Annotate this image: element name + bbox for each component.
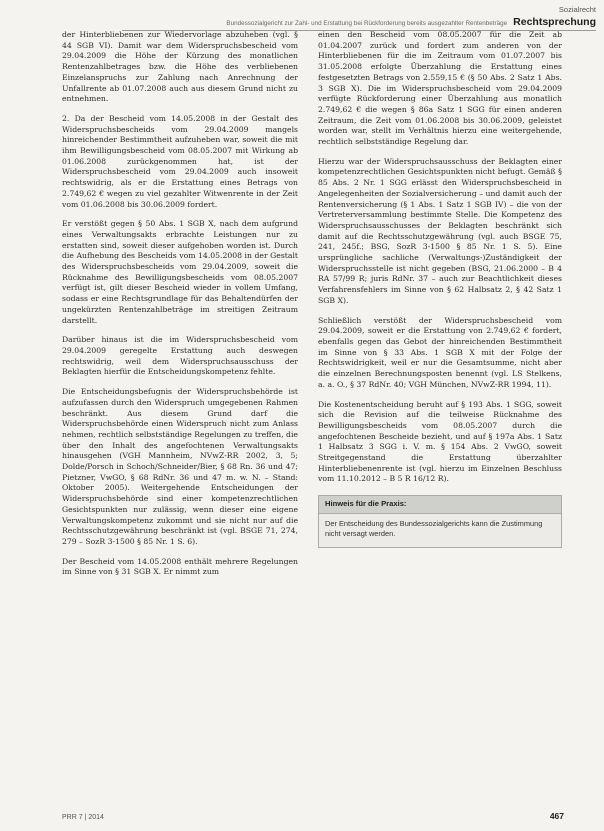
practice-hint-body: Der Entscheidung des Bundessozialgerichts kann die Zustimmung nicht versagt werden. xyxy=(325,518,543,539)
right-column xyxy=(318,30,562,797)
paragraph: einen den Bescheid vom 08.05.2007 für die Zeit ab 01.04.2007 zurück und fordert zum anderen von der Hinterbliebenen für die im Zeitraum vom 01.07.2007 bis 31.05.2008 erfolgte Überzahlung die Erstattung eines festgesetzten Betrags von 2.559,15 € (§ 50 Abs. 2 Satz 1 Abs. 3 SGB X). Die im Widerspruchsbescheid vom 29.04.2009 verfügte Rückforderung einer Überzahlung aus monatlich 2.749,62 € die wegen § 86a Satz 1 SGG für einen anderen Zeitraum, die Zeit vom 01.06.2008 bis 30.06.2009, geleistet worden war, stellt im Verhältnis hierzu eine weitergehende, rechtlich selbstständige Regelung dar. xyxy=(318,30,562,147)
practice-hint-title: Hinweis für die Praxis: xyxy=(319,496,561,514)
paragraph: Der Bescheid vom 14.05.2008 enthält mehrere Regelungen im Sinne von § 31 SGB X. Er nimmt zum xyxy=(62,556,298,577)
paragraph: Die Kostenentscheidung beruht auf § 193 Abs. 1 SGG, soweit sich die Revision auf die teilweise Rücknahme des Bewilligungsbescheids vom 08.05.2007 durch die angefochtenen Bescheide bezieht, und auf § 197a Abs. 1 Satz 1 Halbsatz 3 SGG i. V. m. § 154 Abs. 2 VwGO, soweit Streitgegenstand die Erstattung überzahlter Hinterbliebenenrente ist (vgl. hierzu im Einzelnen Beschluss vom 11.10.2012 – B 5 R 16/12 R). xyxy=(318,399,562,484)
practice-hint-box xyxy=(318,495,562,548)
running-header-title: Rechtsprechung xyxy=(513,16,596,28)
section-label: Sozialrecht xyxy=(558,5,596,14)
paragraph: der Hinterbliebenen zur Wiedervorlage abzuheben (vgl. § 44 SGB VI). Damit war dem Widerspruchsbescheid vom 29.04.2009 die Höhe der Kürzung des monatlichen Rentenzahlbetrages bzw. die Höhe des verbliebenen Einzelanspruchs zur Zahlung nach Anrechnung der Unfallrente ab 01.07.2008 auch aus diesem Grund nicht zu entnehmen. xyxy=(62,30,298,104)
paragraph: Schließlich verstößt der Widerspruchsbescheid vom 29.04.2009, soweit er die Erstattung von 2.749,62 € fordert, ebenfalls gegen das Gebot der hinreichenden Bestimmtheit im Sinne von § 33 Abs. 1 SGB X mit der Folge der Rechtswidrigkeit, weil er nur die Gesamtsumme, nicht aber die einzelnen Berechnungsposten benennt (vgl. LS Stelkens, a. a. O., § 37 RdNr. 40; VGH München, NVwZ-RR 1994, 11). xyxy=(318,315,562,389)
journal-issue: PRR 7 | 2014 xyxy=(62,814,104,821)
running-header-subtitle: Bundessozialgericht zur Zahl- und Erstattung bei Rückforderung bereits ausgezahlter Rentenbeträge xyxy=(226,20,508,27)
page-footer xyxy=(62,811,564,821)
running-header xyxy=(122,16,596,31)
left-column xyxy=(62,30,298,797)
page-number: 467 xyxy=(549,811,564,821)
paragraph: 2. Da der Bescheid vom 14.05.2008 in der Gestalt des Widerspruchsbescheids vom 29.04.2009 mangels hinreichender Bestimmtheit aufzuheben war, soweit die mit ihm Bewilligungsbescheid vom 08.05.2007 mit Wirkung ab 01.06.2008 zurückgenommen hat, ist der Widerspruchsbescheid vom 29.04.2009 auch insoweit rechtswidrig, als er die Erstattung eines Betrags von 2.749,62 € wegen zu viel gezahlter Witwenrente in der Zeit vom 01.06.2008 bis 30.06.2009 fordert. xyxy=(62,113,298,209)
paragraph: Die Entscheidungsbefugnis der Widerspruchsbehörde ist aufzufassen durch den Widerspruch umgegebenen Rahmen beschränkt. Aus diesem Grund darf die Widerspruchsbehörde einen Widerspruch nicht zum Anlass nehmen, rechtlich selbstständige Regelungen zu treffen, die über den Inhalt des angefochtenen Verwaltungsakts hinausgehen (VGH Mannheim, NVwZ-RR 2002, 3, 5; Dolde/Porsch in Schoch/Schneider/Bier, § 68 Rn. 36 und 47; Pietzner, VwGO, § 68 RdNr. 36 und 47 m. w. N. – Stand: Oktober 2005). Weitergehende Entscheidungen der Widerspruchsbehörde sind einer kompetenzrechtlichen Gesichtspunkten nur zulässig, wenn dieser eine eigene Verwaltungskompetenz zukommt und sie nicht nur auf die Rechtsschutzgewährung beschränkt ist (vgl. BSGE 71, 274, 279 – SozR 3-1500 § 85 Nr. 1 S. 6). xyxy=(62,387,298,546)
paragraph: Er verstößt gegen § 50 Abs. 1 SGB X, nach dem aufgrund eines Verwaltungsakts erbrachte Leistungen nur zu erstatten sind, soweit dieser aufgehoben worden ist. Durch die Aufhebung des Bescheids vom 14.05.2008 in der Gestalt des Widerspruchsbescheids vom 29.04.2009, soweit die Rücknahme des Bewilligungsbescheids vom 08.05.2007 verfügt ist, gilt dieser Bescheid wieder in vollem Umfang, sodass er eine Rechtsgrundlage für das Behaltendürfen der ungekürzten Rentenzahlbeträge im streitigen Zeitraum darstellt. xyxy=(62,219,298,325)
paragraph: Darüber hinaus ist die im Widerspruchsbescheid vom 29.04.2009 geregelte Erstattung auch deswegen rechtswidrig, weil dem Widerspruchsausschuss der Beklagten hierfür die Entscheidungskompetenz fehlte. xyxy=(62,335,298,377)
paragraph: Hierzu war der Widerspruchsausschuss der Beklagten einer kompetenzrechtlichen Gesichtspunkten nicht befugt. Gemäß § 85 Abs. 2 Nr. 1 SGG erlässt den Widerspruchsbescheid in Angelegenheiten der Sozialversicherung – und damit auch der Rentenversicherung (§ 1 Abs. 1 Satz 1 SGB IV) – die von der Vertreterversammlung bestimmte Stelle. Die Kompetenz des Widerspruchsausschusses der Beklagten beschränkt sich damit auf die Rechtsschutzgewährung (vgl. auch BSGE 75, 241, 245f.; BSG, SozR 3-1500 § 85 Nr. 1 S. 5). Eine ursprüngliche sachliche (Verwaltungs-)Zuständigkeit der Widerspruchsstelle ist nicht gegeben (BSG, 21.06.2000 – B 4 RA 57/99 R; juris RdNr. 37 – auch zur Beachtlichkeit dieses Verfahrensfehlers im Sinne von § 62 Halbsatz 2, § 42 Satz 1 SGB X). xyxy=(318,156,562,305)
